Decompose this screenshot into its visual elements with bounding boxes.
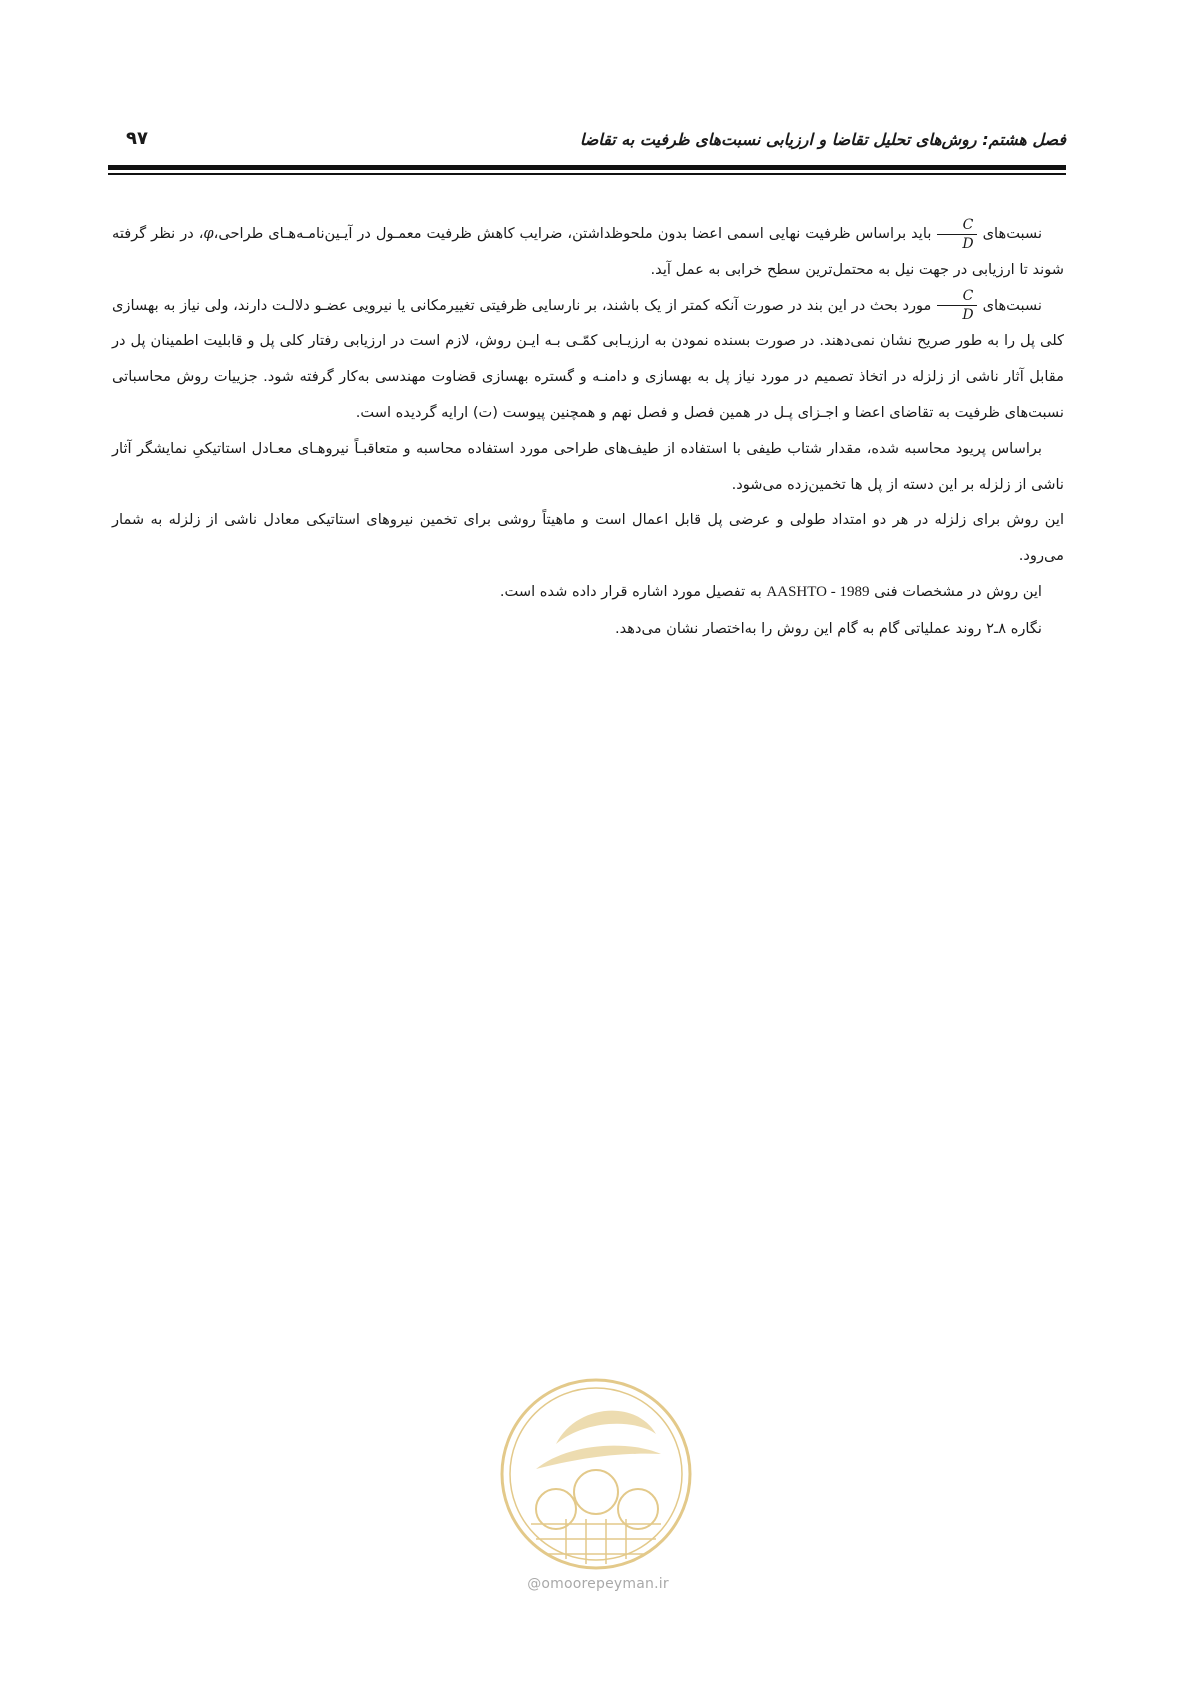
body-text [112,216,1064,647]
paragraph-2 [112,288,1064,431]
running-title: فصل هشتم: روش‌های تحلیل تقاضا و ارزیابی نسبت‌های ظرفیت به تقاضا [579,130,1066,149]
fraction-denominator: D [962,235,974,252]
paragraph-2-body: مورد بحث در این بند در صورت آنکه کمتر از یک باشند، بر نارسایی ظرفیتی تغییرمکانی یا نیرویی عضـو دلالـت دارند، ولی نیاز به بهسازی کلی پل را به طور صریح نشان نمی‌دهند. در صورت بسنده نمودن به ارزیـابی کمّـی بـه ایـن روش، لازم است در ارزیابی رفتار کلی پل و قابلیت اطمینان پل در مقابل آثار ناشی از زلزله در اتخاذ تصمیم در مورد نیاز پل به بهسازی و دامنـه و گستره بهسازی قضاوت مهندسی به‌کار گرفته شود. جزییات روش محاسباتی نسبت‌های ظرفیت به تقاضای اعضا و اجـزای پـل در همین فصل و فصل نهم و همچنین پیوست (ت) ارایه گردیده است. [112,296,1064,421]
paragraph-5-end: به تفصیل مورد اشاره قرار داده شده است. [499,582,762,600]
omoore-peyman-logo [496,1374,696,1574]
paragraph-6: نگاره ۸ـ۲ روند عملیاتی گام به گام این روش را به‌اختصار نشان می‌دهد. [615,619,1042,637]
paragraph-1-end: ، در نظر گرفته شوند تا ارزیابی در جهت نیل به محتمل‌ترین سطح خرابی به عمل آید. [112,225,1064,278]
page-header [108,120,1066,160]
fraction-denominator: D [962,307,974,324]
paragraph-1-start: نسبت‌های [982,225,1043,242]
paragraph-2-start: نسبت‌های [982,296,1042,314]
header-rule-thin [108,173,1066,175]
aashto-code: AASHTO - 1989 [766,583,870,600]
paragraph-4: این روش برای زلزله در هر دو امتداد طولی و عرضی پل قابل اعمال است و ماهیتاً روشی برای تخمین نیروهای استاتیکی معادل ناشی از زلزله به شمار می‌رود. [112,511,1064,565]
paragraph-1-word-design: طراحی، [213,225,264,242]
page-number: ۹۷ [126,128,148,149]
phi-symbol: φ [203,225,214,242]
fraction-numerator: C [937,218,976,235]
paragraph-3: براساس پریود محاسبه شده، مقدار شتاب طیفی با استفاده از طیف‌های طراحی مورد استفاده محاسبه و متعاقبـاً نیروهـای معـادل استاتیکیِ نمایشگر آثار ناشی از زلزله بر این دسته از پل ها تخمین‌زده می‌شود. [112,439,1064,493]
fraction-numerator: C [937,289,976,306]
c-over-d-fraction [937,289,976,322]
paragraph-1-middle: باید براساس ظرفیت نهایی اسمی اعضا بدون ملحوظداشتن، ضرایب کاهش ظرفیت معمـول در آیـین‌نامـه‌هـای [268,225,932,242]
c-over-d-fraction [937,218,976,251]
paragraph-5 [112,574,1064,611]
header-rule-thick [108,165,1066,170]
paragraph-5-start: این روش در مشخصات فنی [874,582,1042,600]
watermark-url: @omoorepeyman.ir [527,1576,669,1592]
paragraph-1 [112,216,1064,288]
